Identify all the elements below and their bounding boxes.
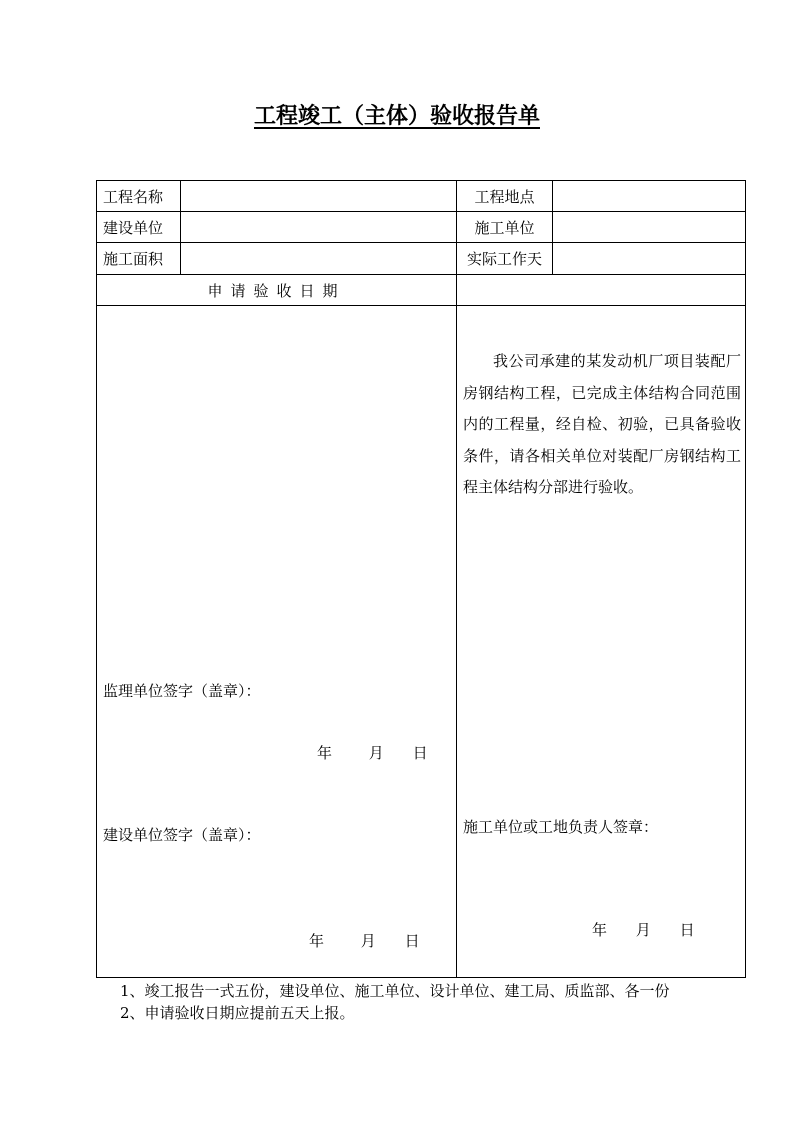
date-day: 日	[679, 921, 695, 939]
date-year: 年	[317, 744, 333, 762]
project-name-label: 工程名称	[97, 181, 181, 212]
table-row	[97, 181, 746, 212]
contractor-sign-label: 施工单位或工地负责人签章：	[463, 818, 659, 836]
table-row	[97, 275, 746, 306]
date-month: 月	[368, 744, 384, 762]
contractor-unit-label: 施工单位	[457, 212, 553, 243]
footnotes	[120, 980, 670, 1024]
footnote-item: 1、竣工报告一式五份，建设单位、施工单位、设计单位、建工局、质监部、各一份	[120, 982, 670, 1000]
table-row	[97, 212, 746, 243]
table-row	[97, 306, 746, 978]
date-day: 日	[412, 744, 428, 762]
contractor-sign-date	[592, 919, 695, 940]
construction-area-field[interactable]	[181, 243, 457, 275]
date-day: 日	[404, 932, 420, 950]
owner-unit-label: 建设单位	[97, 212, 181, 243]
project-location-field[interactable]	[553, 181, 746, 212]
footnote-item: 2、申请验收日期应提前五天上报。	[120, 1004, 355, 1022]
date-year: 年	[592, 921, 608, 939]
actual-workdays-field[interactable]	[553, 243, 746, 275]
construction-area-label: 施工面积	[97, 243, 181, 275]
date-month: 月	[360, 932, 376, 950]
contractor-statement: 我公司承建的某发动机厂项目装配厂房钢结构工程，已完成主体结构合同范围内的工程量，经自检、初验，已具备验收条件，请各相关单位对装配厂房钢结构工程主体结构分部进行验收。	[463, 352, 741, 496]
project-name-field[interactable]	[181, 181, 457, 212]
table-row	[97, 243, 746, 275]
apply-date-field[interactable]	[457, 275, 746, 306]
date-year: 年	[309, 932, 325, 950]
owner-sign-label: 建设单位签字（盖章）：	[103, 826, 261, 844]
contractor-unit-field[interactable]	[553, 212, 746, 243]
supervisor-sign-label: 监理单位签字（盖章）：	[103, 682, 261, 700]
sign-panel-right	[457, 306, 746, 978]
apply-date-label: 申请验收日期	[97, 275, 457, 306]
project-location-label: 工程地点	[457, 181, 553, 212]
sign-panel-left	[97, 306, 457, 978]
date-month: 月	[635, 921, 651, 939]
document-title	[0, 100, 794, 132]
acceptance-form-table	[96, 180, 746, 978]
owner-sign-date	[309, 930, 420, 951]
supervisor-sign-date	[317, 742, 428, 763]
document-title-text: 工程竣工（主体）验收报告单	[253, 103, 540, 129]
actual-workdays-label: 实际工作天	[457, 243, 553, 275]
owner-unit-field[interactable]	[181, 212, 457, 243]
